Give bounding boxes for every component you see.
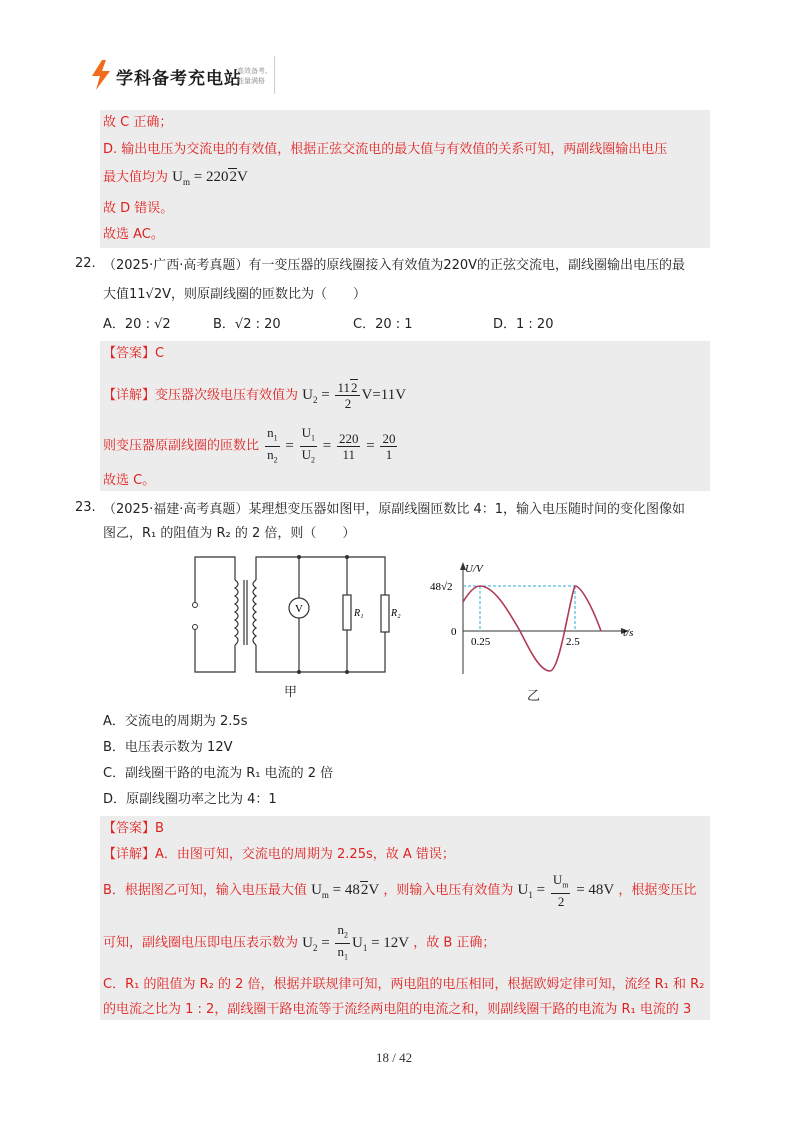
fig-right-caption: 乙 — [527, 689, 541, 704]
q23-option-d[interactable]: D．原副线圈功率之比为 4：1 — [103, 792, 277, 807]
graph-x-tick-2: 2.5 — [566, 636, 580, 648]
r2-label: R₂ — [391, 608, 401, 619]
q23-formula-u1: $U_1$ = $\frac{U_m}{2}$ = 48V — [517, 872, 615, 909]
logo-name: 学科备考充电站 — [116, 69, 242, 89]
q23-stem-1: （2025·福建·高考真题）某理想变压器如图甲，原副线圈匝数比 4：1，输入电压随时间的变化图像如 — [103, 502, 686, 517]
q23-formula-u2: $U_2$ = $\frac{n_2}{n_1}$ $U_1 = 12V$ — [302, 922, 410, 962]
voltage-graph — [425, 556, 645, 706]
q22-formula-u2: $U_2$ = $\frac{112}{2}$ V=11V — [302, 380, 407, 412]
q23-number: 23. — [75, 500, 96, 515]
q23-detail-a: 【详解】A．由图可知，交流电的周期为 2.25s，故 A 错误； — [103, 847, 455, 862]
prev-line-d1: D. 输出电压为交流电的有效值，根据正弦交流电的最大值与有效值的关系可知，两副线圈输出电压 — [103, 142, 668, 157]
prev-line-choose: 故选 AC。 — [103, 227, 164, 242]
q22-formula-ratio: $\frac{n_1}{n_2}$ = $\frac{U_1}{U_2}$ = $\frac{220}{11}$ = $\frac{20}{1}$ — [267, 425, 396, 465]
header-divider — [274, 56, 275, 94]
prev-line-c: 故 C 正确； — [103, 115, 173, 130]
q22-detail-line: 【详解】变压器次级电压有效值为 $U_2$ = $\frac{112}{2}$ V=11V — [103, 380, 407, 412]
graph-x-label: t/s — [623, 627, 634, 639]
q23-option-a[interactable]: A．交流电的周期为 2.5s — [103, 714, 248, 729]
graph-y-tick: 48√2 — [430, 581, 453, 593]
circuit-diagram — [180, 550, 410, 700]
q22-ratio-line: 则变压器原副线圈的匝数比 $\frac{n_1}{n_2}$ = $\frac{U_1}{U_2}$ = $\frac{220}{11}$ = $\frac{20}{1}$ — [103, 425, 399, 465]
q23-detail-b1: B．根据图乙可知，输入电压最大值 $U_m = 482V$ ，则输入电压有效值为 $U_1$ = $\frac{U_m}{2}$ = 48V ，根据变压比 — [103, 872, 697, 909]
q23-detail-c1: C．R₁ 的阻值为 R₂ 的 2 倍，根据并联规律可知，两电阻的电压相同，根据欧姆定律可知，流经 R₁ 和 R₂ — [103, 977, 705, 992]
voltmeter-label: V — [295, 603, 303, 615]
q22-stem-1: （2025·广西·高考真题）有一变压器的原线圈接入有效值为220V的正弦交流电，副线圈输出电压的最 — [103, 258, 686, 273]
graph-origin: 0 — [451, 626, 457, 638]
q22-conclusion: 故选 C。 — [103, 473, 156, 488]
q22-stem-2: 大值11√2V，则原副线圈的匝数比为（ ） — [103, 287, 366, 302]
lightning-icon — [90, 60, 112, 90]
graph-x-tick-1: 0.25 — [471, 636, 491, 648]
q22-option-c[interactable]: C．20 : 1 — [353, 317, 413, 332]
q22-number: 22. — [75, 256, 96, 271]
q23-option-c[interactable]: C．副线圈干路的电流为 R₁ 电流的 2 倍 — [103, 766, 334, 781]
q22-answer: 【答案】C — [103, 346, 165, 361]
fig-left-caption: 甲 — [284, 685, 298, 700]
q22-option-a[interactable]: A．20 : √2 — [103, 317, 171, 332]
q22-option-b[interactable]: B．√2 : 20 — [213, 317, 281, 332]
q23-detail-b2: 可知，副线圈电压即电压表示数为 $U_2$ = $\frac{n_2}{n_1}$ $U_1 = 12V$ ，故 B 正确； — [103, 922, 496, 962]
q22-option-d[interactable]: D．1 : 20 — [493, 317, 554, 332]
prev-line-d-wrong: 故 D 错误。 — [103, 201, 174, 216]
prev-formula-um: $U_m = 2202V$ — [172, 169, 248, 187]
graph-y-label: U/V — [465, 563, 483, 575]
q23-stem-2: 图乙，R₁ 的阻值为 R₂ 的 2 倍，则（ ） — [103, 526, 356, 541]
header-logo — [90, 58, 280, 94]
q23-answer: 【答案】B — [103, 821, 164, 836]
page-number: 18 / 42 — [376, 1050, 413, 1065]
logo-slogan: 高效备考, 能量满格 — [237, 67, 268, 85]
q22-answer-box — [100, 341, 710, 491]
prev-line-d2: 最大值均为 $U_m = 2202V$ — [103, 169, 248, 187]
r1-label: R₁ — [354, 608, 364, 619]
q23-option-b[interactable]: B．电压表示数为 12V — [103, 740, 233, 755]
q23-formula-um: $U_m = 482V$ — [311, 882, 380, 900]
q23-detail-c2: 的电流之比为 1 : 2，副线圈干路电流等于流经两电阻的电流之和，则副线圈干路的电流为 R₁ 电流的 3 — [103, 1002, 692, 1017]
